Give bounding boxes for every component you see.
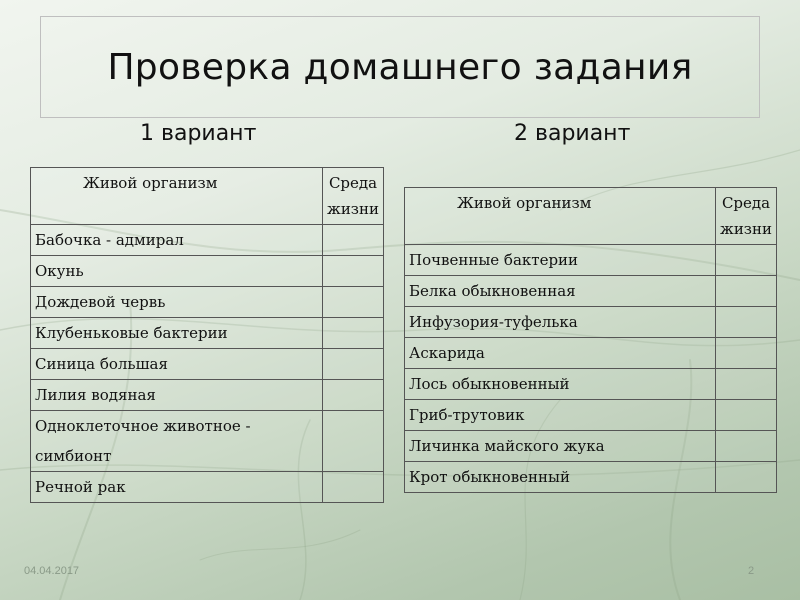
organism-cell: Инфузория-туфелька — [405, 307, 716, 338]
table-row — [405, 338, 777, 369]
column-header-environment: Среда жизни — [716, 188, 777, 245]
table-row — [31, 256, 384, 287]
organism-cell: Гриб-трутовик — [405, 400, 716, 431]
environment-cell[interactable] — [716, 307, 777, 338]
table-row — [405, 462, 777, 493]
organism-cell: Аскарида — [405, 338, 716, 369]
table-row — [405, 400, 777, 431]
environment-cell[interactable] — [323, 287, 384, 318]
environment-cell[interactable] — [716, 462, 777, 493]
environment-cell[interactable] — [323, 472, 384, 503]
table-row — [31, 472, 384, 503]
table-row — [31, 349, 384, 380]
title-box — [40, 16, 760, 118]
table-row — [405, 307, 777, 338]
organism-cell: Дождевой червь — [31, 287, 323, 318]
environment-cell[interactable] — [323, 349, 384, 380]
environment-cell[interactable] — [323, 225, 384, 256]
organism-cell: Клубеньковые бактерии — [31, 318, 323, 349]
organism-cell: Белка обыкновенная — [405, 276, 716, 307]
variant-2-label: 2 вариант — [514, 121, 631, 146]
table-row — [405, 245, 777, 276]
slide-title: Проверка домашнего задания — [107, 46, 693, 88]
table-row — [405, 431, 777, 462]
environment-cell[interactable] — [716, 245, 777, 276]
variant-2-table — [404, 187, 777, 493]
environment-cell[interactable] — [716, 369, 777, 400]
environment-cell[interactable] — [323, 256, 384, 287]
organism-cell: Речной рак — [31, 472, 323, 503]
organism-cell: Синица большая — [31, 349, 323, 380]
organism-cell: Бабочка - адмирал — [31, 225, 323, 256]
organism-cell: Лось обыкновенный — [405, 369, 716, 400]
column-header-organism: Живой организм — [31, 168, 323, 225]
table-row — [31, 318, 384, 349]
table-header-row — [31, 168, 384, 225]
variant-1-table — [30, 167, 384, 503]
column-header-organism: Живой организм — [405, 188, 716, 245]
table-row — [31, 225, 384, 256]
environment-cell[interactable] — [716, 276, 777, 307]
organism-cell: Окунь — [31, 256, 323, 287]
table-header-row — [405, 188, 777, 245]
environment-cell[interactable] — [323, 380, 384, 411]
organism-cell: Почвенные бактерии — [405, 245, 716, 276]
organism-cell: Лилия водяная — [31, 380, 323, 411]
variant-1-label: 1 вариант — [140, 121, 257, 146]
table-row — [405, 369, 777, 400]
slide-page-number: 2 — [748, 565, 755, 577]
table-row — [31, 411, 384, 472]
environment-cell[interactable] — [716, 400, 777, 431]
organism-cell: Одноклеточное животное - симбионт — [31, 411, 323, 472]
table-row — [405, 276, 777, 307]
table-row — [31, 380, 384, 411]
slide-date: 04.04.2017 — [24, 565, 80, 577]
environment-cell[interactable] — [323, 318, 384, 349]
column-header-environment: Среда жизни — [323, 168, 384, 225]
environment-cell[interactable] — [716, 431, 777, 462]
organism-cell: Личинка майского жука — [405, 431, 716, 462]
table-row — [31, 287, 384, 318]
environment-cell[interactable] — [716, 338, 777, 369]
environment-cell[interactable] — [323, 411, 384, 472]
organism-cell: Крот обыкновенный — [405, 462, 716, 493]
